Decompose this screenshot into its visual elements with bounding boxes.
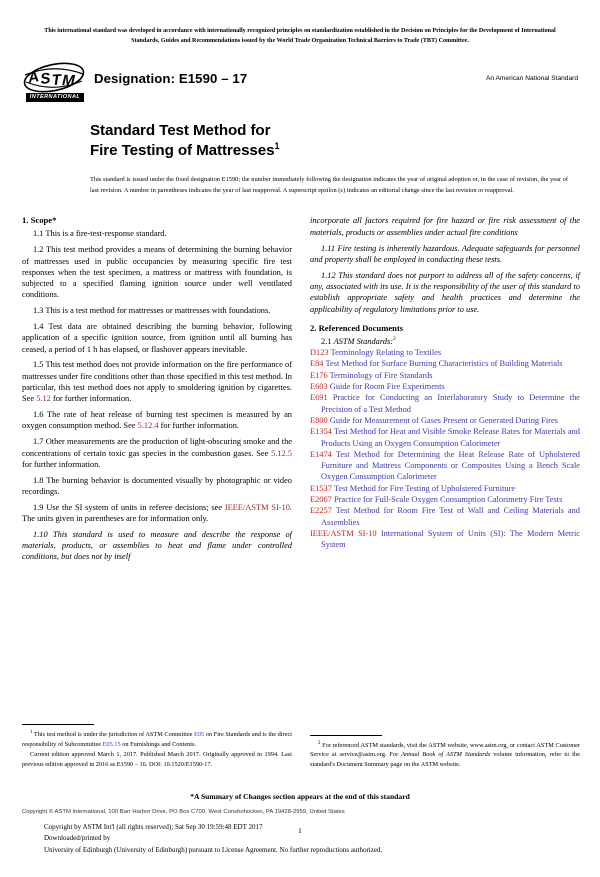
title-block <box>22 121 578 162</box>
reference-id[interactable]: E603 <box>310 382 328 392</box>
list-item[interactable] <box>310 528 580 551</box>
paragraph-1-4: 1.4 Test data are obtained describing the burning behavior, following application of a specific ignition source, from ignition until all burning has ceased, a period of 1 h has elapsed, or flashover appears inevitable. <box>22 322 292 354</box>
cross-reference-5-12[interactable]: 5.12 <box>36 394 51 404</box>
reference-id[interactable]: E1474 <box>310 449 332 459</box>
list-item[interactable] <box>310 426 580 449</box>
license-line-1: Copyright by ASTM Int'l (all rights reserved); Sat Sep 30 19:59:48 EDT 2017 <box>44 823 263 831</box>
paragraph-1-9-text-b: . The units given in parentheses are for information only. <box>22 502 293 523</box>
paragraph-1-7 <box>22 436 292 470</box>
svg-text:A: A <box>26 67 41 87</box>
left-footnote-zone <box>22 724 292 770</box>
left-column <box>22 215 292 770</box>
reference-title[interactable]: Test Method for Fire Testing of Upholstered Furniture <box>333 483 516 493</box>
license-line-3: University of Edinburgh (University of Edinburgh) pursuant to License Agreement. No further reproductions authorized. <box>44 845 383 854</box>
paragraph-1-5-text-a: 1.5 This test method does not provide information on the fire performance of mattresses under fire conditions other than those specified in this test method. In particular, this test method does not apply to smoldering ignition by cigarettes. See <box>22 360 292 404</box>
cross-reference-5-12-4[interactable]: 5.12.4 <box>137 421 159 431</box>
paragraph-1-12: 1.12 This standard does not purport to address all of the safety concerns, if any, associated with its use. It is the responsibility of the user of this standard to establish appropriate safety and health practices and determine the applicability of regulatory limitations prior to use. <box>310 270 580 314</box>
footnote-rule <box>22 724 94 725</box>
footnote-1-text-a: This test method is under the jurisdiction of ASTM Committee <box>32 731 195 739</box>
reference-id[interactable]: E2067 <box>310 495 332 504</box>
paragraph-1-9-text-a: 1.9 Use the SI system of units in referee decisions; see <box>33 502 225 512</box>
committee-link-e05[interactable]: E05 <box>194 731 205 739</box>
paragraph-1-9 <box>22 502 292 525</box>
referenced-standards-list <box>310 347 580 550</box>
reference-title[interactable]: Terminology Relating to Textiles <box>330 348 442 358</box>
list-item[interactable] <box>310 505 580 528</box>
footnote-1 <box>22 729 292 749</box>
reference-id[interactable]: E1537 <box>310 483 332 493</box>
footnote-1-text-c: on Furnishings and Contents. <box>120 740 197 748</box>
list-item[interactable] <box>310 449 580 483</box>
subsection-footnote-marker: 2 <box>393 335 396 342</box>
paragraph-1-7-text-a: 1.7 Other measurements are the production of light-obscuring smoke and the concentrations of certain toxic gas species in the combustion gases. See <box>22 437 292 458</box>
page-title <box>90 121 578 162</box>
subsection-number: 2.1 <box>321 336 332 346</box>
title-line-2: Fire Testing of Mattresses <box>90 142 275 159</box>
list-item[interactable] <box>310 347 580 358</box>
reference-id[interactable]: IEEE/ASTM SI-10 <box>310 528 377 538</box>
issue-note: This standard is issued under the fixed designation E1590; the number immediately following the designation indicates the year of original adoption or, in the case of revision, the year of last revision. A number in parentheses indicates the year of last reapproval. A superscript epsilon (ε) indicates an editorial change since the last revision or reapproval. <box>90 176 568 194</box>
section-heading-referenced-documents: 2. Referenced Documents <box>310 322 404 333</box>
title-footnote-marker: 1 <box>274 140 280 151</box>
subsection-astm-standards <box>310 336 580 346</box>
american-national-standard-label: An American National Standard <box>486 74 578 82</box>
footnote-2-text-a: For referenced ASTM standards, visit the ASTM website, www.astm.org, or contact ASTM Customer Service at service@astm.org. For <box>310 741 580 759</box>
footnote-1-marker: 1 <box>30 730 33 736</box>
reference-title[interactable]: Test Method for Determining the Heat Release Rate of Upholstered Furniture and Mattress Components or Composites Using a Bench Scale Oxygen Consumption Calorimeter <box>321 449 580 482</box>
paragraph-1-11: 1.11 Fire testing is inherently hazardous. Adequate safeguards for personnel and property shall be employed in conducting these tests. <box>310 243 580 264</box>
list-item[interactable] <box>310 494 580 505</box>
list-item[interactable] <box>310 370 580 381</box>
list-item[interactable] <box>310 415 580 426</box>
list-item[interactable] <box>310 381 580 392</box>
reference-title[interactable]: Test Method for Surface Burning Characteristics of Building Materials <box>325 359 563 369</box>
designation-line: Designation: E1590 – 17 <box>94 70 248 86</box>
reference-id[interactable]: E2257 <box>310 506 332 516</box>
reference-title[interactable]: Practice for Full-Scale Oxygen Consumption Calorimetry Fire Tests <box>333 495 563 504</box>
reference-title[interactable]: Test Method for Room Fire Test of Wall and Ceiling Materials and Assemblies <box>321 506 580 527</box>
paragraph-1-6 <box>22 409 292 432</box>
astm-logo-international-bar: INTERNATIONAL <box>26 93 84 102</box>
svg-text:T: T <box>51 71 62 89</box>
masthead <box>22 61 578 105</box>
reference-title[interactable]: Guide for Measurement of Gases Present or Generated During Fires <box>329 415 558 425</box>
reference-id[interactable]: D123 <box>310 348 329 358</box>
tbt-disclaimer: This international standard was developed in accordance with internationally recognized principles on standardization established in the Decision on Principles for the Development of International Standards, Guides and Recommendations issued by the World Trade Organization Technical Barriers to Trade (TBT) Committee. <box>44 28 556 44</box>
right-footnote-zone <box>310 735 580 771</box>
paragraph-1-1: 1.1 This is a fire-test-response standard. <box>33 229 167 239</box>
astm-monogram-icon <box>22 61 86 94</box>
section-heading-scope: 1. Scope* <box>22 215 57 226</box>
paragraph-1-7-text-b: for further information. <box>22 459 101 469</box>
summary-of-changes-note: *A Summary of Changes section appears at the end of this standard <box>190 792 410 801</box>
paragraph-1-5-text-b: for further information. <box>50 394 132 404</box>
page-number: 1 <box>298 826 302 835</box>
reference-id[interactable]: E84 <box>310 359 324 369</box>
reference-id[interactable]: E691 <box>310 393 328 403</box>
paragraph-1-10: 1.10 This standard is used to measure and describe the response of materials, products, or assemblies to heat and flame under controlled conditions, but does not by itself <box>22 529 292 562</box>
paragraph-1-2: 1.2 This test method provides a means of determining the burning behavior of mattresses used in public occupancies by measuring specific fire test responses when the test specimen, a mattress or mattress with foundation, is subjected to a specified flaming ignition source under well ventilated conditions. <box>22 245 292 300</box>
reference-title[interactable]: Test Method for Heat and Visible Smoke Release Rates for Materials and Products Using an Oxygen Consumption Calorimeter <box>321 427 580 448</box>
paragraph-1-6-text-b: for further information. <box>158 421 240 431</box>
footnote-1-edition: Current edition approved March 1, 2017. Published March 2017. Originally approved in 1994. Last previous edition approved in 2016 as E1590 – 16. DOI: 10.1520/E1590-17. <box>22 751 292 768</box>
reference-id[interactable]: E800 <box>310 415 328 425</box>
paragraph-1-8: 1.8 The burning behavior is documented visually by photographic or video recordings. <box>22 475 292 496</box>
reference-title[interactable]: Guide for Room Fire Experiments <box>329 382 445 392</box>
right-column <box>310 215 580 770</box>
license-line-2: Downloaded/printed by <box>44 834 111 843</box>
reference-id[interactable]: E1354 <box>310 427 332 437</box>
document-page <box>0 27 600 877</box>
reference-title[interactable]: Practice for Conducting an Interlaboratory Study to Determine the Precision of a Test Method <box>321 393 581 414</box>
paragraph-1-6-text-a: 1.6 The rate of heat release of burning test specimen is measured by an oxygen consumption method. See <box>22 410 292 431</box>
paragraph-1-10-continued: incorporate all factors required for fire hazard or fire risk assessment of the materials, products or assemblies under actual fire conditions <box>310 216 580 237</box>
footnote-2-text-b: volume information, refer to the standard's Document Summary page on the ASTM website. <box>310 751 581 768</box>
footnote-2-italic-title: Annual Book of ASTM Standards <box>401 751 491 759</box>
cross-reference-ieee-astm-si-10[interactable]: IEEE/ASTM SI-10 <box>224 502 290 512</box>
reference-id[interactable]: E176 <box>310 370 328 380</box>
svg-text:M: M <box>61 71 75 90</box>
cross-reference-5-12-5[interactable]: 5.12.5 <box>271 448 292 458</box>
list-item[interactable] <box>310 358 580 369</box>
footnote-2 <box>310 740 580 770</box>
title-line-1: Standard Test Method for <box>90 121 271 139</box>
svg-text:S: S <box>39 69 52 88</box>
subsection-label: ASTM Standards: <box>333 336 394 346</box>
list-item[interactable] <box>310 392 580 415</box>
reference-title[interactable]: International System of Units (SI): The Modern Metric System <box>321 528 581 550</box>
copyright-line: Copyright © ASTM International, 100 Barr Harbor Drive, PO Box C700, West Conshohocken, PA 19428-2959, United States <box>22 809 345 815</box>
paragraph-1-5 <box>22 359 292 404</box>
astm-logo <box>22 61 88 105</box>
list-item[interactable] <box>310 483 580 494</box>
subcommittee-link-e05-15[interactable]: E05.15 <box>102 740 121 748</box>
footnote-2-marker: 2 <box>318 740 321 746</box>
paragraph-1-3: 1.3 This is a test method for mattresses or mattresses with foundations. <box>33 306 271 316</box>
reference-title[interactable]: Terminology of Fire Standards <box>329 370 433 380</box>
footnote-rule <box>310 735 382 736</box>
footnote-1-text-b: on Fire Standards and is the direct responsibility of Subcommittee <box>22 731 292 748</box>
body-columns <box>22 215 581 770</box>
